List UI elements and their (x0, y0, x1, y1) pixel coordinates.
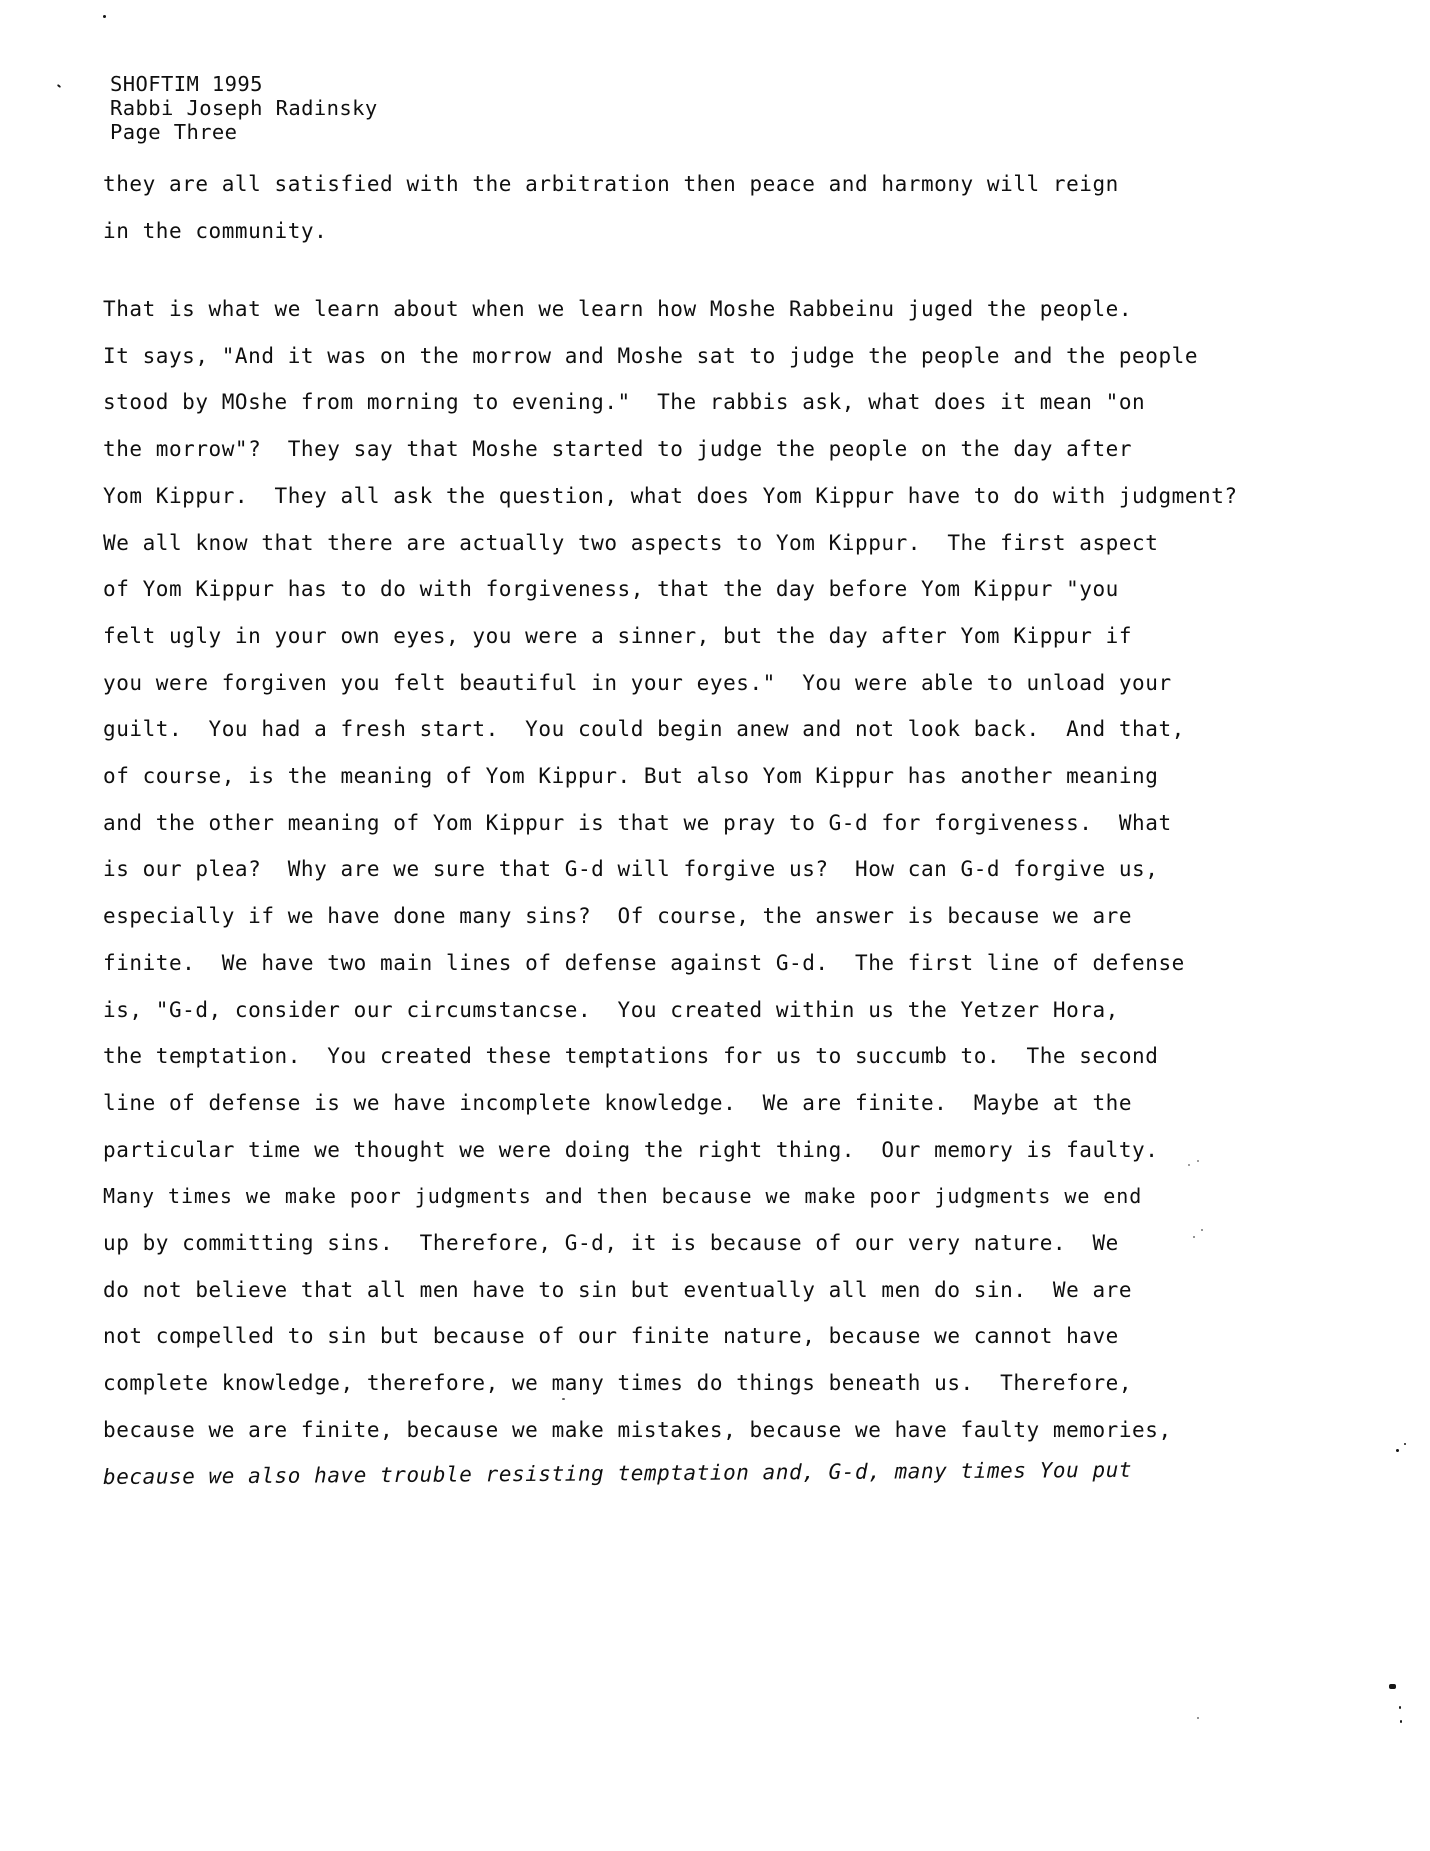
text-line: Many times we make poor judgments and then because we make poor judgments we end (103, 1184, 1143, 1208)
scan-speck (1201, 1229, 1203, 1231)
text-line: in the community. (103, 219, 328, 243)
text-line: finite. We have two main lines of defense against G-d. The first line of defense (103, 951, 1185, 975)
text-line: you were forgiven you felt beautiful in your eyes." You were able to unload your (103, 671, 1172, 695)
text-line: is our plea? Why are we sure that G-d will forgive us? How can G-d forgive us, (103, 857, 1159, 881)
text-line: especially if we have done many sins? Of course, the answer is because we are (103, 904, 1133, 928)
text-line: up by committing sins. Therefore, G-d, it is because of our very nature. We (103, 1231, 1119, 1255)
text-line: because we also have trouble resisting temptation and, G-d, many times You put (102, 1457, 1133, 1489)
doc-title-line: SHOFTIM 1995 (110, 72, 263, 96)
text-line: stood by MOshe from morning to evening." The rabbis ask, what does it mean "on (103, 390, 1146, 414)
scan-speck (1389, 1684, 1396, 1689)
scan-speck (57, 84, 61, 88)
text-line: That is what we learn about when we learn how Moshe Rabbeinu juged the people. (103, 297, 1133, 321)
scan-speck (1197, 1717, 1199, 1719)
text-line: they are all satisfied with the arbitration then peace and harmony will reign (103, 172, 1119, 196)
scan-speck (1396, 1449, 1399, 1452)
text-line: not compelled to sin but because of our finite nature, because we cannot have (103, 1324, 1119, 1348)
text-line: of course, is the meaning of Yom Kippur. But also Yom Kippur has another meaning (103, 764, 1159, 788)
scan-speck (1193, 1236, 1195, 1238)
scan-speck (1188, 1164, 1190, 1166)
text-line: We all know that there are actually two aspects to Yom Kippur. The first aspect (103, 531, 1159, 555)
text-line: is, "G-d, consider our circumstancse. You created within us the Yetzer Hora, (103, 998, 1119, 1022)
text-line: because we are finite, because we make mistakes, because we have faulty memories, (103, 1418, 1172, 1442)
scan-speck (103, 15, 106, 18)
text-line: line of defense is we have incomplete knowledge. We are finite. Maybe at the (103, 1091, 1133, 1115)
scan-speck (562, 1398, 565, 1400)
scan-speck (1399, 1706, 1401, 1709)
text-line: do not believe that all men have to sin but eventually all men do sin. We are (103, 1278, 1133, 1302)
text-line: and the other meaning of Yom Kippur is that we pray to G-d for forgiveness. What (103, 811, 1172, 835)
text-line: particular time we thought we were doing the right thing. Our memory is faulty. (103, 1138, 1159, 1162)
text-line: complete knowledge, therefore, we many times do things beneath us. Therefore, (103, 1371, 1133, 1395)
scan-speck (1404, 1443, 1406, 1445)
text-line: Yom Kippur. They all ask the question, what does Yom Kippur have to do with judgment? (103, 484, 1238, 508)
scan-speck (1400, 1720, 1402, 1723)
doc-author-line: Rabbi Joseph Radinsky (110, 96, 378, 120)
text-line: of Yom Kippur has to do with forgiveness, that the day before Yom Kippur "you (103, 577, 1119, 601)
text-line: felt ugly in your own eyes, you were a sinner, but the day after Yom Kippur if (103, 624, 1133, 648)
text-line: It says, "And it was on the morrow and Moshe sat to judge the people and the people (103, 344, 1199, 368)
text-line: the temptation. You created these temptations for us to succumb to. The second (103, 1044, 1159, 1068)
text-line: guilt. You had a fresh start. You could begin anew and not look back. And that, (103, 717, 1185, 741)
doc-pagenum-line: Page Three (110, 120, 238, 144)
scan-speck (1197, 1160, 1199, 1162)
text-line: the morrow"? They say that Moshe started to judge the people on the day after (103, 437, 1133, 461)
